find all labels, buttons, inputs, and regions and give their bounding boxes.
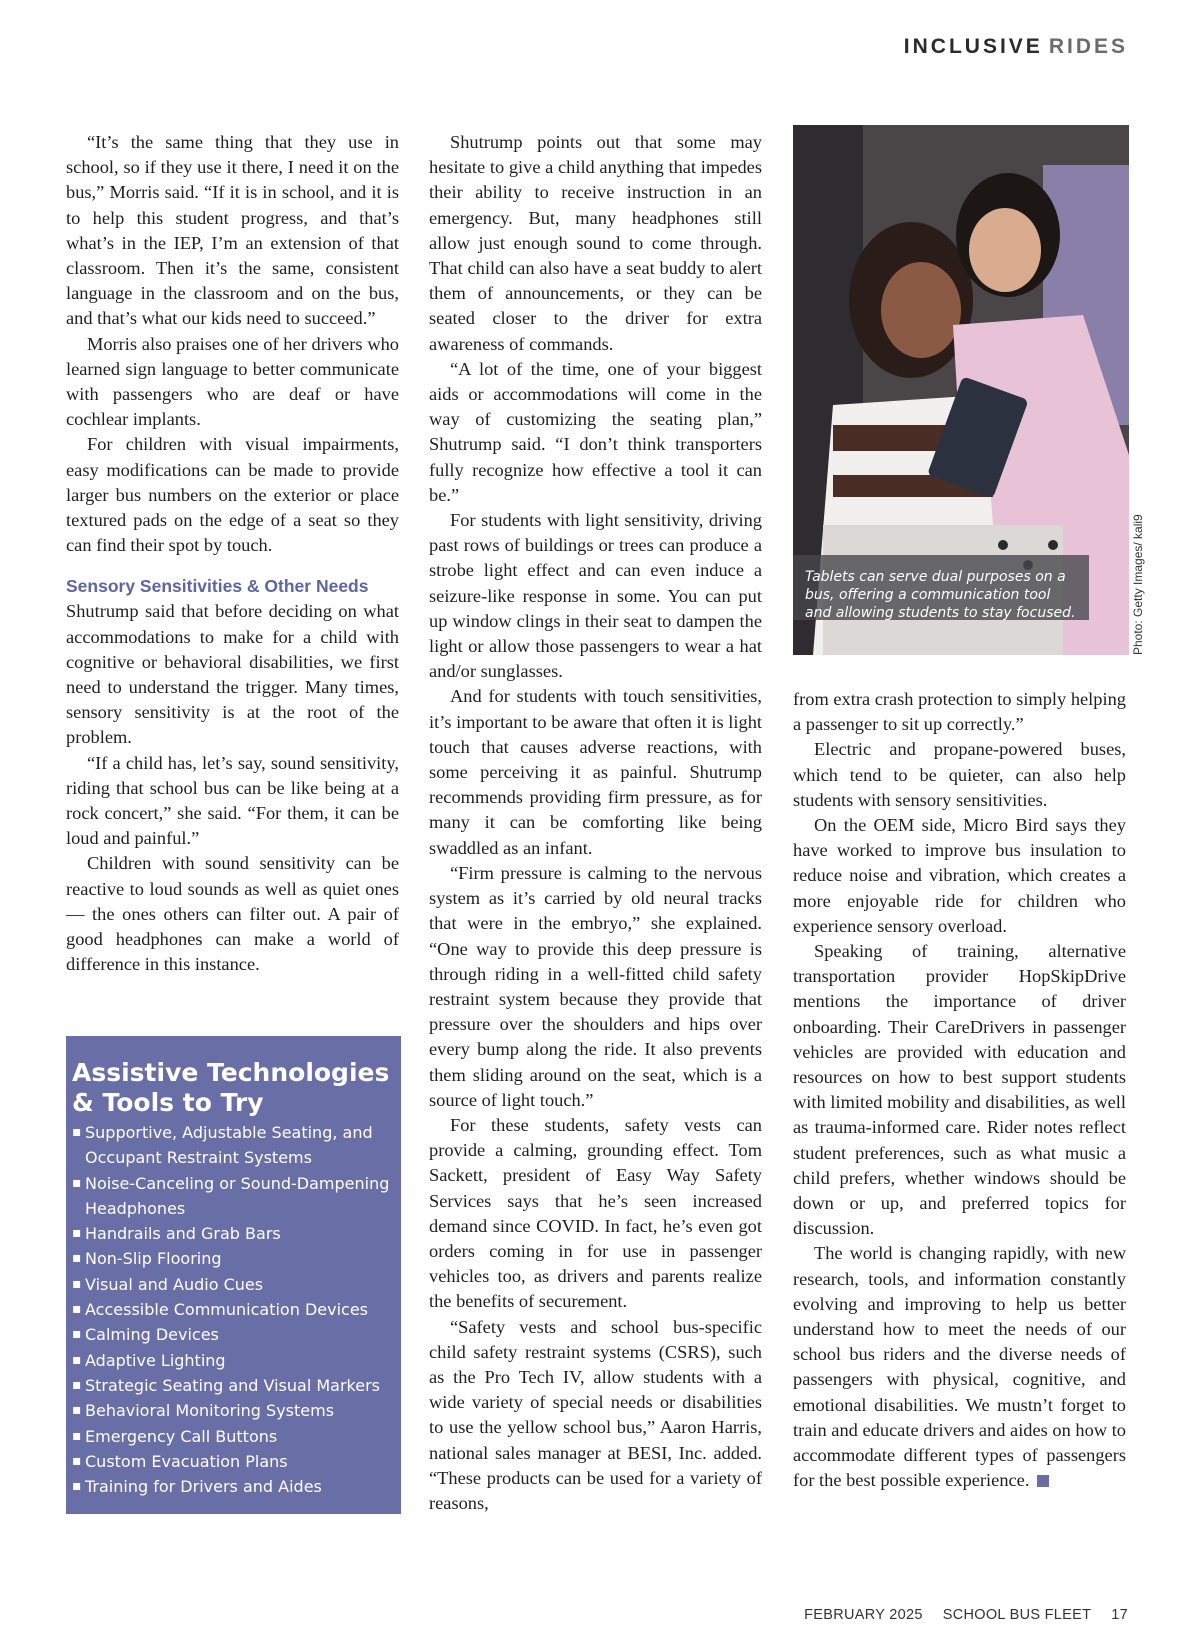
list-item: ▪ Supportive, Adjustable Seating, and Occupant Restraint Systems (72, 1120, 393, 1171)
list-item: ▪ Visual and Audio Cues (72, 1272, 393, 1297)
sidebar-list (72, 1120, 393, 1499)
subheading: Sensory Sensitivities & Other Needs (66, 576, 369, 597)
paragraph: Speaking of training, alternative transportation provider HopSkipDrive mentions the importance of driver onboarding. Their CareDrivers in passenger vehicles are provided with education and resources on how to best support students with limited mobility and disabilities, as well as trauma-informed care. Rider notes reflect student preferences, such as what music a child prefers, whether windows should be down or up, and preferred topics for discussion. (793, 941, 1126, 1239)
article-column-3 (793, 687, 1126, 1494)
paragraph (793, 1241, 1126, 1493)
photo-credit: Photo: Getty Images/ kali9 (1131, 514, 1145, 655)
paragraph: “It’s the same thing that they use in school, so if they use it there, I need it on the bus,” Morris said. “If it is in school, and it is to help this student progress, and that’s what’s in the IEP, I’m an extension of that classroom. Then it’s the same, consistent language in the classroom and on the bus, and that’s what our kids need to succeed.” (66, 132, 399, 329)
page-number: 17 (1111, 1607, 1128, 1623)
list-item: ▪ Adaptive Lighting (72, 1348, 393, 1373)
list-item: ▪ Calming Devices (72, 1322, 393, 1347)
list-item: ▪ Custom Evacuation Plans (72, 1449, 393, 1474)
list-item: ▪ Non-Slip Flooring (72, 1246, 393, 1271)
footer-date: FEBRUARY 2025 (804, 1607, 923, 1623)
list-item: ▪ Noise-Canceling or Sound-Dampening Headphones (72, 1171, 393, 1222)
paragraph: Shutrump said that before deciding on what accommodations to make for a child with cognitive or behavioral disabilities, we first need to understand the trigger. Many times, sensory sensitivity is at the root of the problem. (66, 601, 399, 748)
section-header (904, 35, 1128, 59)
paragraph-text: The world is changing rapidly, with new research, tools, and information constantly evolving and improving to help us better understand how to meet the needs of our school bus riders and the diverse needs of passengers with physical, cognitive, and emotional disabilities. We mustn’t forget to train and educate drivers and aides on how to accommodate different types of passengers for the best possible experience. (793, 1243, 1126, 1491)
page-footer (804, 1607, 1128, 1623)
paragraph: On the OEM side, Micro Bird says they have worked to improve bus insulation to reduce noise and vibration, which creates a more enjoyable ride for children who experience sensory overload. (793, 815, 1126, 936)
paragraph: For students with light sensitivity, driving past rows of buildings or trees can produce a strobe light effect and can even induce a seizure-like response in some. You can put up window clings in their seat to dampen the light or allow those passengers to wear a hat and/or sunglasses. (429, 510, 762, 682)
section-header-accent: RIDES (1048, 35, 1128, 58)
paragraph: For children with visual impairments, easy modifications can be made to provide larger bus numbers on the exterior or place textured pads on the edge of a seat so they can find their spot by touch. (66, 434, 399, 556)
list-item: ▪ Behavioral Monitoring Systems (72, 1398, 393, 1423)
article-photo (793, 125, 1129, 655)
photo-caption: Tablets can serve dual purposes on a bus, offering a communication tool and allowing students to stay focused. (793, 555, 1089, 620)
paragraph: For these students, safety vests can provide a calming, grounding effect. Tom Sackett, president of Easy Way Safety Services says that he’s seen increased demand since COVID. In fact, he’s even got orders coming in for use in passenger vehicles too, as drivers and parents realize the benefits of securement. (429, 1114, 762, 1312)
paragraph: Electric and propane-powered buses, which tend to be quieter, can also help students with sensory sensitivities. (793, 739, 1126, 810)
paragraph: Morris also praises one of her drivers who learned sign language to better communicate with passengers who are deaf or have cochlear implants. (66, 333, 399, 430)
paragraph: And for students with touch sensitivities, it’s important to be aware that often it is light touch that causes adverse reactions, with some perceiving it as painful. Shutrump recommends providing firm pressure, as for many it can be comforting like being swaddled as an infant. (429, 686, 762, 858)
list-item: ▪ Emergency Call Buttons (72, 1424, 393, 1449)
section-header-main: INCLUSIVE (903, 35, 1043, 58)
paragraph: Children with sound sensitivity can be reactive to loud sounds as well as quiet ones — the ones others can filter out. A pair of good headphones can make a world of difference in this instance. (66, 853, 399, 975)
list-item: ▪ Training for Drivers and Aides (72, 1474, 393, 1499)
paragraph: “A lot of the time, one of your biggest aids or accommodations will come in the way of customizing the seating plan,” Shutrump said. “I don’t think transporters fully recognize how effective a tool it can be.” (429, 358, 762, 505)
sidebar-title: Assistive Technologies & Tools to Try (72, 1058, 390, 1117)
paragraph: from extra crash protection to simply helping a passenger to sit up correctly.” (793, 689, 1126, 735)
list-item: ▪ Accessible Communication Devices (72, 1297, 393, 1322)
list-item: ▪ Handrails and Grab Bars (72, 1221, 393, 1246)
paragraph: Shutrump points out that some may hesitate to give a child anything that impedes their ability to receive instruction in an emergency. But, many headphones still allow just enough sound to come through. That child can also have a seat buddy to alert them of announcements, or they can be seated closer to the driver for extra awareness of commands. (429, 132, 762, 354)
paragraph: “Firm pressure is calming to the nervous system as it’s carried by old neural tracks that were in the embryo,” she explained. “One way to provide this deep pressure is through riding in a well-fitted child safety restraint system because they provide that pressure over the shoulders and hips over every bump along the ride. It also prevents them sliding around on the seat, which is a source of light touch.” (429, 862, 762, 1110)
article-column-2 (429, 130, 762, 1516)
article-column-1 (66, 130, 399, 978)
footer-publication: SCHOOL BUS FLEET (942, 1607, 1092, 1623)
list-item: ▪ Strategic Seating and Visual Markers (72, 1373, 393, 1398)
paragraph: “Safety vests and school bus-specific child safety restraint systems (CSRS), such as the Pro Tech IV, allow students with a wide variety of special needs or disabilities to use the yellow school bus,” Aaron Harris, national sales manager at BESI, Inc. added. “These products can be used for a variety of reasons, (429, 1316, 762, 1513)
end-mark-icon (1037, 1475, 1049, 1487)
paragraph: “If a child has, let’s say, sound sensitivity, riding that school bus can be like being at a rock concert,” she said. “For them, it can be loud and painful.” (66, 752, 399, 849)
sidebar-box (66, 1036, 401, 1514)
